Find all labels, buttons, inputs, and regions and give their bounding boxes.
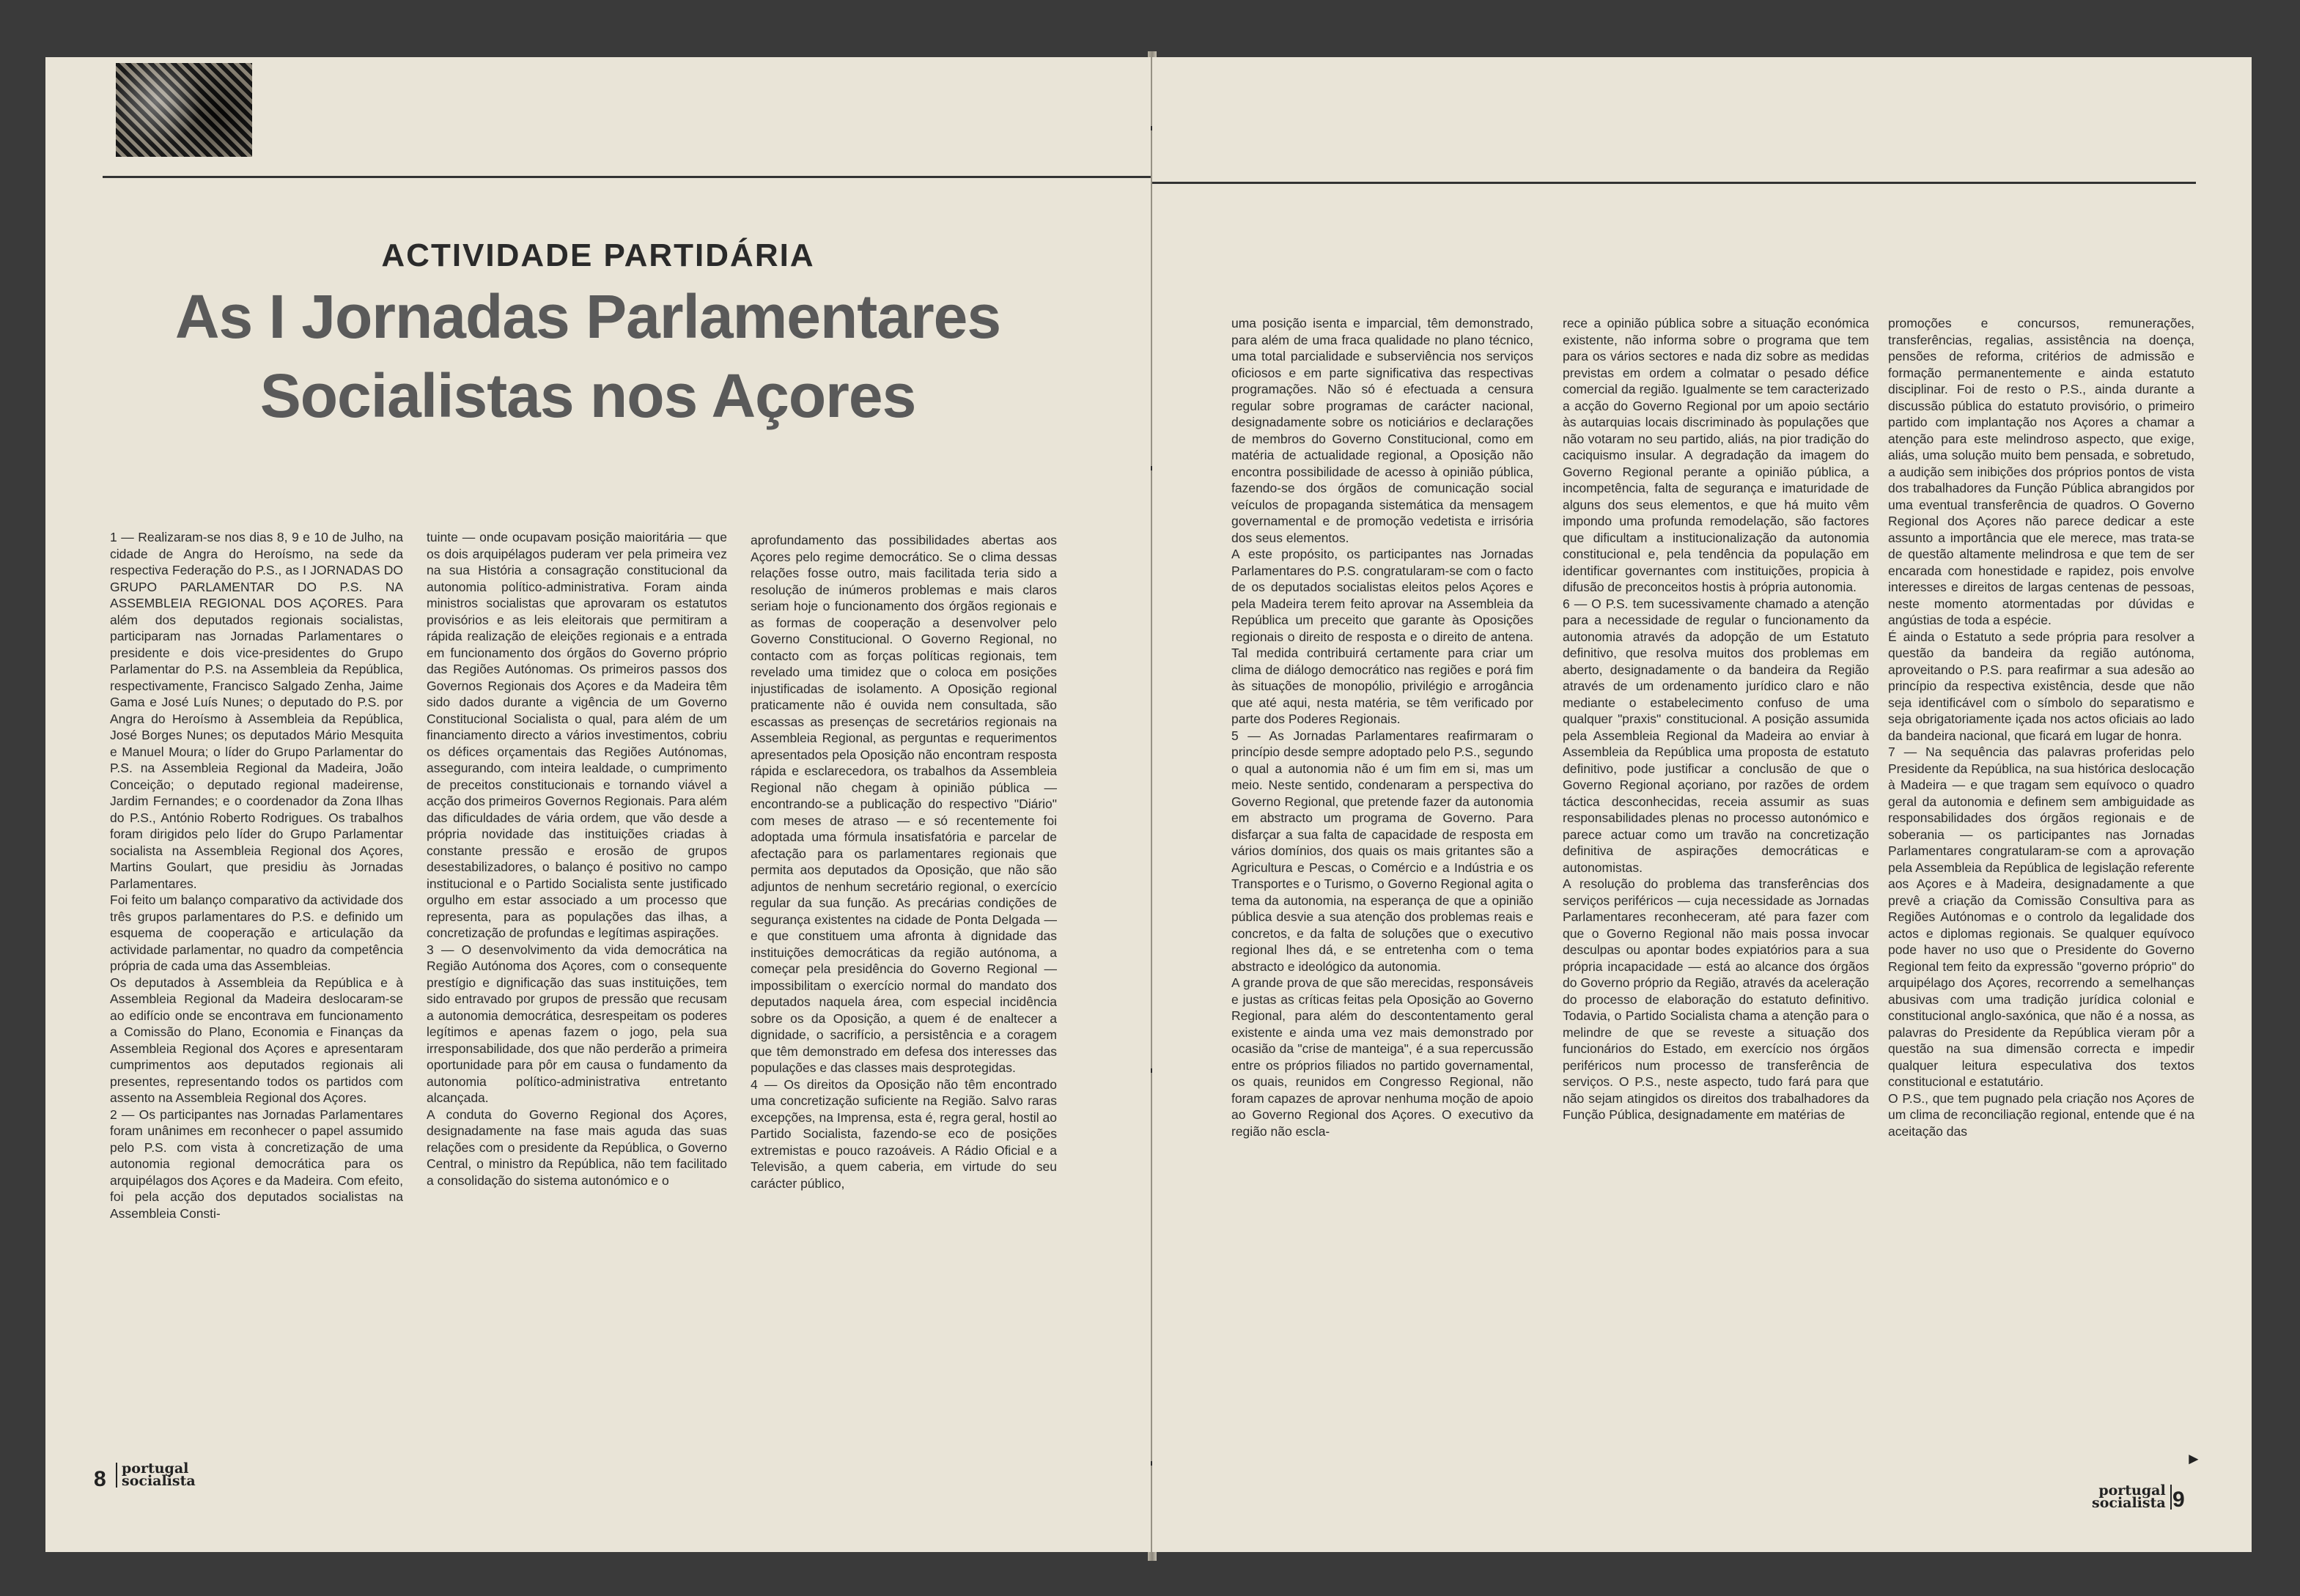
logo-line-1: portugal: [2098, 1482, 2166, 1499]
section-label: ACTIVIDADE PARTIDÁRIA: [381, 237, 815, 273]
article-column-3: aprofundamento das possibilidades abertas aos Açores pelo regime democrático. Se o clima dessas relações fosse outro, mais facilitada teria sido a resolução de inúmeros problemas e mais claros seriam hoje o funcionamento dos órgãos regionais e as formas de cooperação a desenvolver pelo Governo Constitucional. O Governo Regional, no contacto com as forças políticas regionais, tem revelado uma timidez que o coloca em posições injustificadas de isolamento. A Oposição regional praticamente não é ouvida nem consultada, são escassas as presenças de secretários regionais na Assembleia Regional, as perguntas e requerimentos apresentados pela Oposição não encontram resposta rápida e esclarecedora, os trabalhos da Assembleia Regional não chegam à opinião pública — encontrando-se a publicação do respectivo "Diário" com meses de atraso — e só recentemente foi adoptada uma fórmula insatisfatória e parcelar de afectação para os parlamentares regionais que permita aos deputados da Oposição, que não são adjuntos de nenhum secretário regional, o exercício regular da sua função. As precárias condições de segurança existentes na cidade de Ponta Delgada — e que constituem uma afronta à dignidade das instituições democráticas da região autónoma, a começar pela presidência do Governo Regional — impossibilitam o exercício normal do mandato dos deputados naquela área, com especial incidência sobre os da Oposição, a quem é de enaltecer a dignidade, o sacrifício, a persistência e a coragem que têm demonstrado em defesa dos interesses das populações e das classes mais desprotegidas. 4 — Os direitos da Oposição não têm encontrado uma concretização suficiente na Região. Salvo raras excepções, na Imprensa, esta é, regra geral, hostil ao Partido Socialista, fazendo-se eco de posições extremistas e pouco razoáveis. A Rádio Oficial e a Televisão, a quem caberia, em virtude do seu carácter público,: [751, 533, 1057, 1191]
header-rule: [103, 176, 1151, 178]
left-page: [45, 57, 1151, 1552]
logo-line-2: socialista: [122, 1473, 196, 1489]
article-column-2: tuinte — onde ocupavam posição maioritária — que os dois arquipélagos puderam ver pela primeira vez na sua História a consagração constitucional da autonomia político-administrativa. Foram ainda ministros socialistas que aprovaram os estatutos provisórios e as leis eleitorais que permitiram a rápida realização de eleições regionais e a entrada em funcionamento dos órgãos do Governo próprio das Regiões Autónomas. Os primeiros passos dos Governos Regionais dos Açores e da Madeira têm sido dados durante a vigência de um Governo Constitucional Socialista o qual, para além de um financiamento directo a vários investimentos, cobriu os défices orçamentais das Regiões Autónomas, assegurando, com inteira lealdade, o cumprimento de preceitos constitucionais e tornando viável a acção dos primeiros Governos Regionais. Para além das dificuldades de vária ordem, que vão desde a própria novidade das instituições criadas à constante pressão e erosão de grupos desestabilizadores, o balanço é positivo no campo institucional e o Partido Socialista sente justificado orgulho em estar associado a um processo que representa, para as populações das ilhas, a concretização de profundas e legítimas aspirações. 3 — O desenvolvimento da vida democrática na Região Autónoma dos Açores, com o consequente prestígio e dignificação das suas instituições, tem sido entravado por grupos de pressão que recusam a autonomia democrática, desrespeitam os poderes legítimos e apenas fazem o jogo, pela sua irresponsabilidade, dos que não perderão a primeira oportunidade para pôr em causa o fundamento da autonomia político-administrativa entretanto alcançada. A conduta do Governo Regional dos Açores, designadamente na fase mais aguda das suas relações com o presidente da República, o Governo Central, o ministro da República, não tem facilitado a consolidação do sistema autonómico e o: [427, 530, 727, 1188]
right-page: [1152, 57, 2252, 1552]
publication-logo: [2092, 1482, 2172, 1511]
page-number: 8: [94, 1467, 106, 1491]
article-column-4: uma posição isenta e imparcial, têm demonstrado, para além de uma fraca qualidade no plano técnico, uma total parcialidade e subserviência nos serviços oficiosos e em parte significativa das respectivas programações. Não só é efectuada a censura regular sobre programas de carácter nacional, designadamente sobre os noticiários e declarações de membros do Governo Constitucional, como em matéria de actualidade regional, a Oposição não encontra possibilidade de acesso à opinião pública, fazendo-se dos órgãos de comunicação social veículos de propaganda sistemática da mensagem governamental e de promoção vedetista e irrisória dos seus elementos. A este propósito, os participantes nas Jornadas Parlamentares do P.S. congratularam-se com o facto de os deputados socialistas eleitos pelos Açores e pela Madeira terem feito aprovar na Assembleia da República um preceito que garante às Oposições regionais o direito de resposta e o direito de antena. Tal medida contribuirá certamente para criar um clima de diálogo democrático nas regiões e porá fim às situações de monopólio, privilégio e arrogância que até aqui, nesta matéria, se têm verificado por parte dos Poderes Regionais. 5 — As Jornadas Parlamentares reafirmaram o princípio desde sempre adoptado pelo P.S., segundo o qual a autonomia não é um fim em si, mas um meio. Neste sentido, condenaram a perspectiva do Governo Regional, que pretende fazer da autonomia em abstracto um programa de Governo. Para disfarçar a sua falta de capacidade de resposta em vários domínios, dos quais os mais gritantes são a Agricultura e Pescas, o Comércio e a Indústria e os Transportes e o Turismo, o Governo Regional agita o tema da autonomia, na esperança de que a opinião pública desvie a sua atenção dos problemas reais e concretos, e da falta de soluções que o executivo regional lhes dá, e se entretenha com o tema abstracto e ideológico da autonomia. A grande prova de que são merecidas, responsáveis e justas as críticas feitas pela Oposição ao Governo Regional, para além do descontentamento geral existente e ainda uma vez mais demonstrado por ocasião da "crise de manteiga", é a sua repercussão entre os próprios filiados no partido governamental, os quais, reunidos em Congresso Regional, não foram capazes de aprovar nenhuma moção de apoio ao Governo Regional dos Açores. O executivo da região não escla-: [1231, 316, 1533, 1139]
publication-logo: [116, 1460, 196, 1489]
headline-line-1: As I Jornadas Parlamentares: [174, 282, 1001, 351]
article-column-6: promoções e concursos, remunerações, transferências, regalias, assistência na doença, pensões de reforma, critérios de admissão e formação permanentemente e ainda estatuto disciplinar. Foi de resto o P.S., ainda durante a discussão pública do estatuto provisório, o primeiro partido com implantação nos Açores a chamar a atenção para este melindroso aspecto, que exige, aliás, uma solução muito bem pensada, e sobretudo, a audição sem inibições dos próprios pontos de vista dos trabalhadores da Função Pública abrangidos por uma eventual transferência de quadros. O Governo Regional dos Açores não parece dedicar a este assunto a importância que ele merece, mas trata-se de questão altamente melindrosa e que tem de ser encarada com honestidade e rapidez, pois envolve interesses e direitos de largas centenas de pessoas, neste momento atormentadas por dúvidas e angústias de toda a espécie. É ainda o Estatuto a sede própria para resolver a questão da bandeira da região autónoma, aproveitando o P.S. para reafirmar a sua adesão ao princípio da respectiva existência, desde que não seja identificável com o símbolo do separatismo e seja obrigatoriamente içada nos actos oficiais ao lado da bandeira nacional, que ficará em lugar de honra. 7 — Na sequência das palavras proferidas pelo Presidente da República, na sua histórica deslocação à Madeira — e que tragam sem equívoco o quadro geral da autonomia e definem sem ambiguidade as responsabilidades dos órgãos regionais e de soberania — os participantes nas Jornadas Parlamentares congratularam-se com a aprovação pela Assembleia da República de legislação referente aos Açores e à Madeira, designadamente a que prevê a criação da Comissão Consultiva para as Regiões Autónomas e o controlo da legalidade dos actos e diplomas regionais. Se qualquer equívoco pode haver no uso que o Presidente do Governo Regional tem feito da expressão "governo próprio" do arquipélago dos Açores, recorrendo a semelhanças abusivas com uma tradição jurídica colonial e constitucional anglo-saxónica, que não é a nossa, as palavras do Presidente da República vieram pôr a questão na sua dimensão correcta e impedir qualquer leitura especulativa dos textos constitucional e estatutário. O P.S., que tem pugnado pela criação nos Açores de um clima de reconciliação regional, entende que é na aceitação das: [1888, 316, 2194, 1139]
headline-line-2: Socialistas nos Açores: [259, 361, 916, 430]
header-photo: [116, 63, 252, 157]
article-column-1: 1 — Realizaram-se nos dias 8, 9 e 10 de Julho, na cidade de Angra do Heroísmo, na sede da respectiva Federação do P.S., as I JORNADAS DO GRUPO PARLAMENTAR DO P.S. NA ASSEMBLEIA REGIONAL DOS AÇORES. Para além dos deputados regionais socialistas, participaram nas Jornadas Parlamentares o presidente e dois vice-presidentes do Grupo Parlamentar do P.S. na Assembleia da República, respectivamente, Francisco Salgado Zenha, Jaime Gama e José Luís Nunes; o deputado do P.S. por Angra do Heroísmo à Assembleia da República, José Borges Nunes; os deputados Mário Mesquita e Manuel Moura; o líder do Grupo Parlamentar do P.S. na Assembleia Regional da Madeira, João Conceição; o deputado regional madeirense, Jardim Fernandes; e o coordenador da Zona Ilhas do P.S., António Roberto Rodrigues. Os trabalhos foram dirigidos pelo líder do Grupo Parlamentar socialista na Assembleia Regional dos Açores, Martins Goulart, que presidiu às Jornadas Parlamentares. Foi feito um balanço comparativo da actividade dos três grupos parlamentares do P.S. e definido um esquema de cooperação e articulação da actividade parlamentar, no quadro da competência própria de cada uma das Assembleias. Os deputados à Assembleia da República e à Assembleia Regional da Madeira deslocaram-se ao edifício onde se encontrava em funcionamento a Comissão do Plano, Economia e Finanças da Assembleia Regional dos Açores e apresentaram cumprimentos aos deputados regionais ali presentes, representando todos os partidos com assento na Assembleia Regional dos Açores. 2 — Os participantes nas Jornadas Parlamentares foram unânimes em reconhecer o papel assumido pelo P.S. com vista à concretização de uma autonomia regional democrática para os arquipélagos dos Açores e da Madeira. Com efeito, foi pela acção dos deputados socialistas na Assembleia Consti-: [110, 530, 403, 1221]
header-rule: [1152, 182, 2196, 184]
article-column-5: rece a opinião pública sobre a situação económica existente, não informa sobre o programa que tem para os vários sectores e nada diz sobre as medidas previstas em ordem a colmatar o pesado défice comercial da região. Igualmente se tem caracterizado a acção do Governo Regional por um apoio sectário às autarquias locais discriminado às populações que não votaram no seu partido, aliás, na pior tradição do caciquismo insular. A degradação da imagem do Governo Regional perante a opinião pública, a incompetência, falta de segurança e imaturidade de alguns dos seus elementos, e que há muito vêm impondo uma profunda remodelação, são factores que dificultam a institucionalização da autonomia constitucional e, pela tendência da população em identificar governantes com instituições, propicia à difusão de preconceitos hostis à própria autonomia. 6 — O P.S. tem sucessivamente chamado a atenção para a necessidade de regular o funcionamento da autonomia através da adopção de um Estatuto definitivo, que resolva muitos dos problemas em aberto, designadamente o da bandeira da Região através de um ordenamento jurídico claro e não mediante o estabelecimento confuso de uma qualquer "praxis" constitucional. A posição assumida pela Assembleia Regional da Madeira ao enviar à Assembleia da República uma proposta de estatuto definitivo, pode justificar a conclusão de que o Governo Regional açoriano, por razões de ordem táctica desconhecidas, receia assumir as suas responsabilidades plenas no processo autonómico e parece actuar como um travão na concretização definitiva de aspirações democráticas e autonomistas. A resolução do problema das transferências dos serviços periféricos — cuja necessidade as Jornadas Parlamentares reconheceram, até para fazer com que o Governo Regional não mais possa invocar desculpas ou apontar bodes expiatórios para a sua própria incapacidade — está ao alcance dos órgãos do Governo próprio da Região, através da aceleração do processo de elaboração do estatuto definitivo. Todavia, o Partido Socialista chama a atenção para o melindre de que se reveste a situação dos funcionários do Estado, em exercício nos órgãos periféricos num processo de transferência de serviços. O P.S., neste aspecto, tudo fará para que não sejam atingidos os direitos dos trabalhadores da Função Pública, designadamente em matérias de: [1563, 316, 1869, 1122]
logo-line-2: socialista: [2092, 1495, 2166, 1511]
logo-line-1: portugal: [122, 1460, 189, 1477]
page-number: 9: [2172, 1488, 2185, 1512]
continue-arrow-icon: ►: [2186, 1449, 2202, 1468]
